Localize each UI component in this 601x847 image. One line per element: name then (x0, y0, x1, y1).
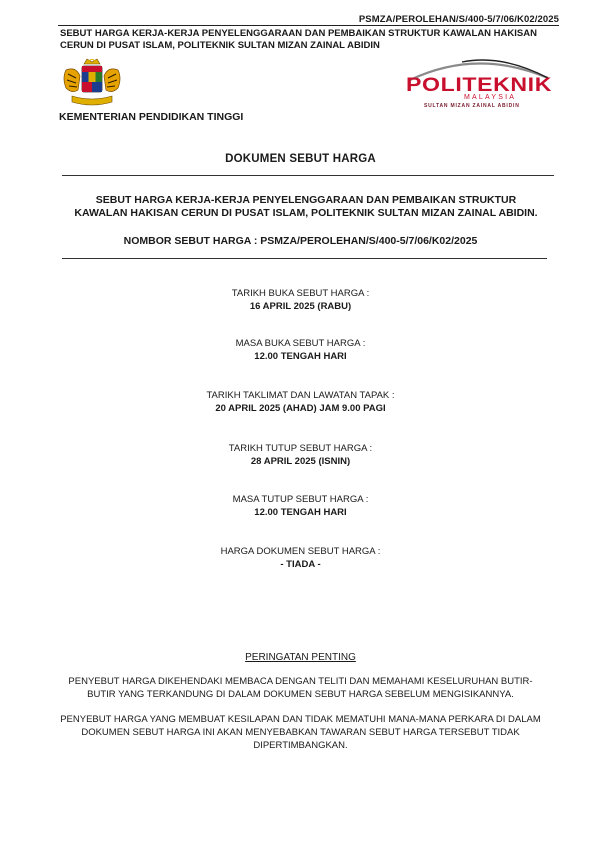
detail-label: MASA BUKA SEBUT HARGA : (235, 338, 366, 349)
logo-wordmark: POLITEKNIK (406, 75, 552, 96)
detail-label: HARGA DOKUMEN SEBUT HARGA : (220, 546, 381, 557)
detail-value: - TIADA - (280, 558, 321, 570)
warning-paragraph: PENYEBUT HARGA DIKEHENDAKI MEMBACA DENGAN TELITI DAN MEMAHAMI KESELURUHAN BUTIR-BUTIR YANG TERKANDUNG DI DALAM DOKUMEN SEBUT HARGA SEBELUM MENGISIKANNYA. (68, 676, 533, 700)
logo-country: MALAYSIA (464, 94, 517, 101)
detail-value: 20 APRIL 2025 (AHAD) JAM 9.00 PAGI (215, 402, 386, 414)
subject-divider (62, 258, 547, 259)
detail-label: TARIKH BUKA SEBUT HARGA : (231, 288, 370, 299)
detail-briefing-date (0, 390, 601, 415)
document-title: DOKUMEN SEBUT HARGA (225, 153, 376, 165)
reference-number: PSMZA/PEROLEHAN/S/400-5/7/06/K02/2025 (358, 14, 559, 25)
warning-title: PERINGATAN PENTING (245, 652, 356, 663)
detail-opening-date (0, 288, 601, 313)
detail-value: 28 APRIL 2025 (ISNIN) (250, 455, 351, 467)
detail-closing-date (0, 443, 601, 468)
detail-label: MASA TUTUP SEBUT HARGA : (232, 494, 369, 505)
detail-value: 12.00 TENGAH HARI (254, 506, 347, 518)
detail-label: TARIKH TUTUP SEBUT HARGA : (228, 443, 373, 454)
detail-label: TARIKH TAKLIMAT DAN LAWATAN TAPAK : (206, 390, 395, 401)
detail-document-price (0, 546, 601, 571)
quotation-subject: SEBUT HARGA KERJA-KERJA PENYELENGGARAAN DAN PEMBAIKAN STRUKTUR KAWALAN HAKISAN CERUN DI PUSAT ISLAM, POLITEKNIK SULTAN MIZAN ZAINAL ABIDIN. (74, 194, 538, 219)
header-divider (58, 25, 559, 26)
detail-closing-time (0, 494, 601, 519)
detail-opening-time (0, 338, 601, 363)
header-title: SEBUT HARGA KERJA-KERJA PENYELENGGARAAN DAN PEMBAIKAN STRUKTUR KAWALAN HAKISAN CERUN DI PUSAT ISLAM, POLITEKNIK SULTAN MIZAN ZAINAL ABIDIN (60, 28, 537, 51)
detail-value: 16 APRIL 2025 (RABU) (249, 300, 352, 312)
politeknik-logo (402, 54, 557, 112)
coat-of-arms-icon (58, 58, 126, 108)
detail-value: 12.00 TENGAH HARI (254, 350, 347, 362)
warning-paragraph: PENYEBUT HARGA YANG MEMBUAT KESILAPAN DAN TIDAK MEMATUHI MANA-MANA PERKARA DI DALAM DOKUMEN SEBUT HARGA INI AKAN MENYEBABKAN TAWARAN SEBUT HARGA TERSEBUT TIDAK DIPERTIMBANGKAN. (60, 714, 541, 751)
logo-campus: SULTAN MIZAN ZAINAL ABIDIN (424, 103, 520, 109)
quotation-number: NOMBOR SEBUT HARGA : PSMZA/PEROLEHAN/S/400-5/7/06/K02/2025 (123, 235, 478, 247)
ministry-name: KEMENTERIAN PENDIDIKAN TINGGI (59, 111, 244, 123)
title-divider (62, 175, 554, 176)
